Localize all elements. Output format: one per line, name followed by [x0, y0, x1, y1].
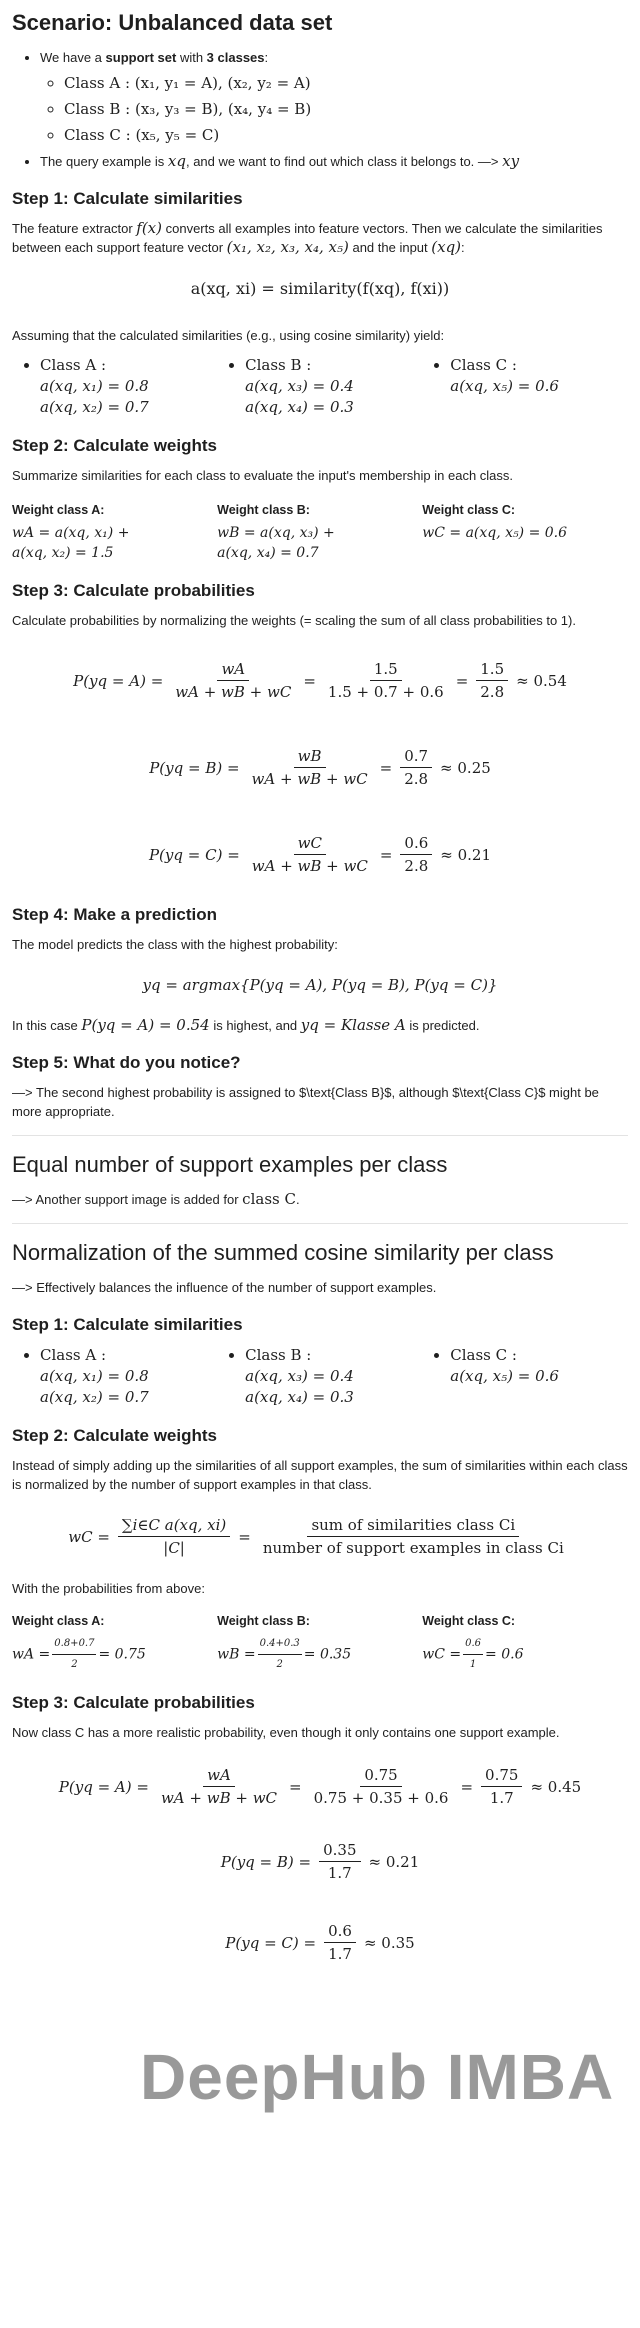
- norm-with-prob: With the probabilities from above:: [12, 1581, 205, 1596]
- scenario-list: [12, 48, 628, 171]
- step1-title: Step 1: Calculate similarities: [12, 189, 243, 208]
- norm-weight-formula: wC = $\frac{\text{∑i∈C a(xq, xi)}}{|C|}$ = $\frac{\text{sum of similarities class Ci}}{\text{number of support examples in class Ci}}$: [68, 1516, 564, 1557]
- norm-prob-a-formula: P(yq = A) = $\frac{wA}{wA + wB + wC}$ = $\frac{0.75}{0.75 + 0.35 + 0.6}$ = $\frac{0.75}{1.7}$ ≈ 0.45: [58, 1766, 582, 1807]
- step3-text: Calculate probabilities by normalizing the weights (= scaling the sum of all class probabilities to 1).: [12, 613, 576, 628]
- norm-step2-title: Step 2: Calculate weights: [12, 1426, 217, 1445]
- scenario-bullet-support: • We have a support set with 3 classes: ◦ Class A : (x₁, y₁ = A), (x₂, y₂ = A) ◦ Class B : (x₃, y₃ = B), (x₄, y₄ = B) ◦ Class C : (x₅, y₅ = C): [40, 48, 628, 145]
- norm-step1-title: Step 1: Calculate similarities: [12, 1315, 243, 1334]
- step2-title: Step 2: Calculate weights: [12, 436, 217, 455]
- norm-weight-class-a: Weight class A: wA = $\frac{0.8+0.7}{2}$ = 0.75: [12, 1614, 146, 1670]
- norm-title: Normalization of the summed cosine similarity per class: [12, 1240, 554, 1265]
- step1-assume: Assuming that the calculated similarities (e.g., using cosine similarity) yield:: [12, 328, 445, 343]
- class-b-item: ◦ Class B : (x₃, y₃ = B), (x₄, y₄ = B): [64, 100, 628, 119]
- step4-title: Step 4: Make a prediction: [12, 905, 217, 924]
- equal-title: Equal number of support examples per class: [12, 1152, 448, 1177]
- norm-similarity-class-b: • Class B : a(xq, x₃) = 0.4 a(xq, x₄) = 0.3: [217, 1345, 422, 1408]
- norm-similarity-class-a: • Class A : a(xq, x₁) = 0.8 a(xq, x₂) = 0.7: [12, 1345, 217, 1408]
- step4-case: In this case P(yq = A) = 0.54 is highest, and yq = Klasse A is predicted.: [12, 1016, 480, 1034]
- prob-a-formula: P(yq = A) = $\frac{wA}{wA + wB + wC}$ = $\frac{1.5}{1.5 + 0.7 + 0.6}$ = $\frac{1.5}{2.8}$ ≈ 0.54: [73, 660, 567, 701]
- norm-prob-b-formula: P(yq = B) = $\frac{0.35}{1.7}$ ≈ 0.21: [220, 1841, 420, 1882]
- prob-b-formula: P(yq = B) = $\frac{wB}{wA + wB + wC}$ = $\frac{0.7}{2.8}$ ≈ 0.25: [149, 747, 491, 788]
- similarity-class-c: • Class C : a(xq, x₅) = 0.6: [422, 355, 627, 418]
- step3-title: Step 3: Calculate probabilities: [12, 581, 255, 600]
- norm-weight-class-b: Weight class B: wB = $\frac{0.4+0.3}{2}$ = 0.35: [217, 1614, 352, 1670]
- step5-text: —> The second highest probability is assigned to $\text{Class B}$, although $\text{Class C}$ might be more appropriate.: [12, 1085, 599, 1119]
- weight-class-a: Weight class A: wA = a(xq, x₁) + a(xq, x₂) = 1.5: [12, 503, 130, 561]
- scenario-bullet-query: • The query example is xq, and we want to find out which class it belongs to. —> xy: [40, 152, 628, 171]
- class-c-item: ◦ Class C : (x₅, y₅ = C): [64, 126, 628, 145]
- divider: [12, 1223, 628, 1224]
- scenario-title: Scenario: Unbalanced data set: [12, 10, 333, 35]
- weight-columns: [12, 503, 628, 563]
- similarity-class-b: • Class B : a(xq, x₃) = 0.4 a(xq, x₄) = 0.3: [217, 355, 422, 418]
- similarity-columns: [12, 355, 628, 418]
- similarity-class-a: • Class A : a(xq, x₁) = 0.8 a(xq, x₂) = 0.7: [12, 355, 217, 418]
- norm-weight-columns: [12, 1614, 628, 1675]
- step4-text: The model predicts the class with the highest probability:: [12, 937, 338, 952]
- norm-similarity-class-c: • Class C : a(xq, x₅) = 0.6: [422, 1345, 627, 1408]
- similarity-formula: a(xq, xi) = similarity(f(xq), f(xi)): [190, 279, 450, 298]
- step1-text: The feature extractor f(x) converts all examples into feature vectors. Then we calculate the similarities between each support feature vector (x₁, x₂, x₃, x₄, x₅) and the input (xq):: [12, 219, 603, 256]
- norm-text: —> Effectively balances the influence of the number of support examples.: [12, 1280, 437, 1295]
- norm-prob-c-formula: P(yq = C) = $\frac{0.6}{1.7}$ ≈ 0.35: [225, 1922, 415, 1963]
- weight-class-b: Weight class B: wB = a(xq, x₃) + a(xq, x₄) = 0.7: [217, 503, 335, 561]
- watermark: DeepHub IMBA: [140, 2041, 615, 2113]
- step5-title: Step 5: What do you notice?: [12, 1053, 241, 1072]
- prob-c-formula: P(yq = C) = $\frac{wC}{wA + wB + wC}$ = $\frac{0.6}{2.8}$ ≈ 0.21: [148, 834, 492, 875]
- norm-step2-text: Instead of simply adding up the similarities of all support examples, the sum of similarities within each class is normalized by the number of support examples in that class.: [12, 1458, 628, 1492]
- norm-step3-title: Step 3: Calculate probabilities: [12, 1693, 255, 1712]
- norm-step3-text: Now class C has a more realistic probability, even though it only contains one support example.: [12, 1725, 560, 1740]
- argmax-formula: yq = argmax{P(yq = A), P(yq = B), P(yq = C)}: [142, 976, 498, 994]
- step2-text: Summarize similarities for each class to evaluate the input's membership in each class.: [12, 468, 514, 483]
- norm-similarity-columns: [12, 1345, 628, 1408]
- norm-weight-class-c: Weight class C: wC = $\frac{0.6}{1}$ = 0.6: [422, 1614, 524, 1670]
- equal-text: —> Another support image is added for class C.: [12, 1190, 300, 1208]
- class-list: [40, 74, 628, 145]
- class-a-item: ◦ Class A : (x₁, y₁ = A), (x₂, y₂ = A): [64, 74, 628, 93]
- weight-class-c: Weight class C: wC = a(xq, x₅) = 0.6: [422, 503, 568, 541]
- divider: [12, 1135, 628, 1136]
